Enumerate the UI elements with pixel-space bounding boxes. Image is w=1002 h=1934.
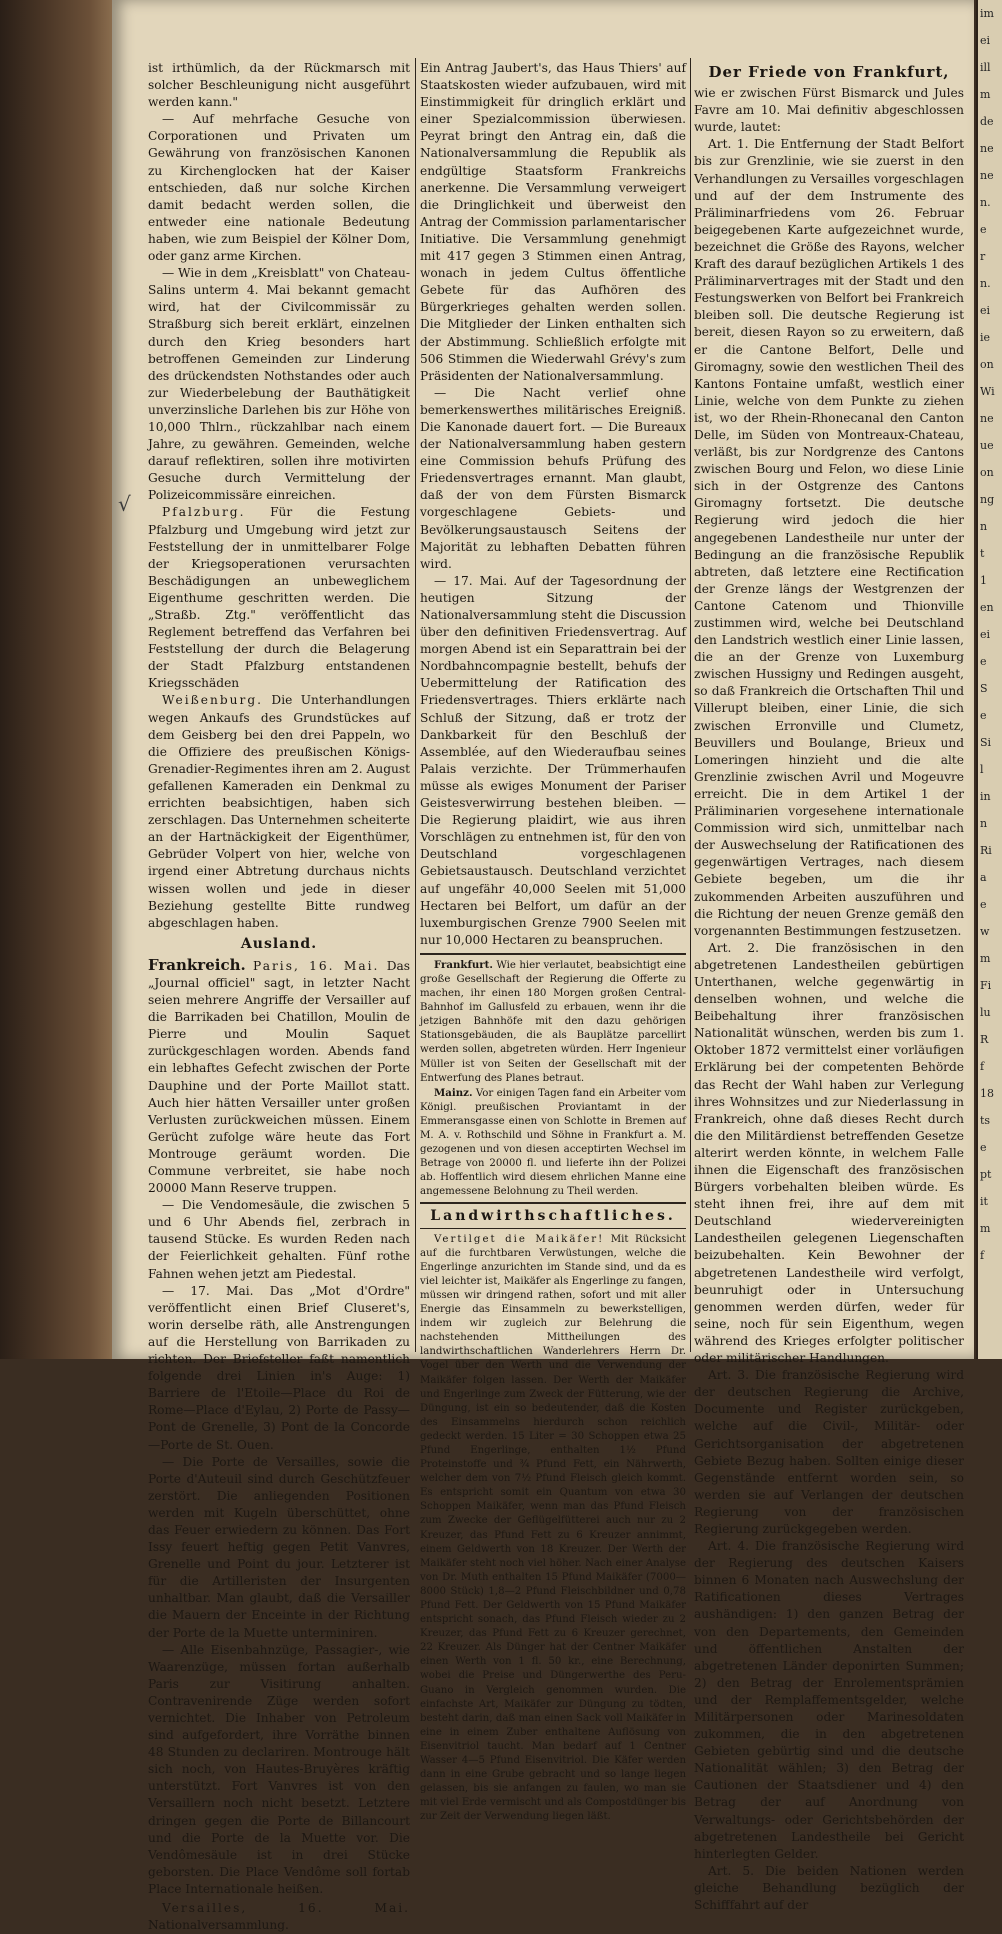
- article-text: Das „Journal officiel" sagt, in letzter Nacht seien mehrere Angriffe der Versailler auf die Barrikaden bei Chatillon, Moulin de Pierre und Moulin Saquet zurückgeschlagen worden. Abends fand ein lebhaftes Gefecht zwischen der Porte Dauphine und der Porte Maillot statt. Auch hier hätten Versailler unter großen Verlusten zurückweichen müssen. Einem Gerücht zufolge wäre heute das Fort Montrouge geräumt worden. Die Commune verbreitet, sie habe noch 20000 Mann Reserve truppen.: [148, 958, 410, 1196]
- margin-fragment: e: [980, 223, 987, 236]
- margin-fragment: 1: [980, 574, 987, 587]
- margin-fragment: im: [980, 7, 994, 20]
- margin-fragment: en: [980, 601, 994, 614]
- book-spine: [0, 0, 112, 1359]
- article-paragraph: — Alle Eisenbahnzüge, Passagier-, wie Waarenzüge, müssen fortan außerhalb Paris zur Visitirung anhalten. Contravenirende Züge werden sofort vernichtet. Die Inhaber von Petroleum sind aufgefordert, ihre Vorräthe binnen 48 Stunden zu declariren. Montrouge hält sich noch, von Hautes-Bruyères kräftig unterstützt. Fort Vanvres ist von den Versaillern noch nicht besetzt. Letztere dringen gegen die Porte de Billancourt und die Porte de la Muette vor. Die Vendômesäule ist in drei Stücke geborsten. Die Place Vendôme soll fortab Place Internationale heißen.: [148, 1642, 410, 1896]
- dateline-place: Pfalzburg.: [162, 505, 246, 520]
- margin-fragment: ue: [980, 439, 994, 452]
- column-rule: [415, 58, 416, 1352]
- article-paragraph: — 17. Mai. Das „Mot d'Ordre" veröffentlicht einen Brief Cluseret's, worin derselbe räth, alle Anstrengungen auf die Herstellung von Barrikaden zu richten. Der Briefsteller faßt namentlich folgende drei Linien in's Auge: 1) Barriere de l'Etoile—Place du Roi de Rome—Place d'Eylau, 2) Porte de Passy—Pont de Grenelle, 3) Pont de la Concorde—Porte de St. Ouen.: [148, 1283, 410, 1452]
- margin-fragment: pt: [980, 1168, 992, 1181]
- margin-fragment: S: [980, 682, 988, 695]
- treaty-article: Art. 1. Die Entfernung der Stadt Belfort bis zur Grenzlinie, wie sie zuerst in den Verhandlungen zu Versailles vorgeschlagen und auf der dem Instrumente des Präliminarfriedens vom 26. Februar beigegebenen Karte aufgezeichnet wurde, bezeichnet die Größe des Rayons, welcher Kraft des darauf bezüglichen Artikels 1 des Präliminarvertrages mit der Stadt und den Festungswerken von Belfort bei Frankreich bleiben soll. Die deutsche Regierung ist bereit, diesen Rayon so zu erweitern, daß er die Cantone Belfort, Delle und Giromagny, sowie den westlichen Theil des Kantons Fontaine umfaßt, westlich einer Linie, welche von dem Punkte zu ziehen ist, wo der Rhein-Rhonecanal den Canton Delle, im Süden von Montreaux-Chateau, verläßt, bis zur Nordgrenze des Cantons zwischen Bourg und Felon, wo diese Linie sich in der Ostgrenze des Cantons Giromagny fortsetzt. Die deutsche Regierung wird jedoch die hier angegebenen Landestheile nur unter der Bedingung an die französische Republik abtreten, daß letztere eine Rectification der Grenze längs der Westgrenzen der Cantone Catenom und Thionville zustimmen wird, welche bei Deutschland den Landstrich westlich einer Linie lassen, die an der Grenze von Luxemburg zwischen Hussigny und Redingen ausgeht, so daß Frankreich die Ortschaften Thil und Villerupt bleiben, einer Linie, die sich zwischen Erronville und Clumetz, Beuvillers und Boulange, Brieux und Lomeringen hinzieht und die alte Grenzlinie zwischen Avril und Mogeuvre erreicht. Die in dem Artikel 1 der Präliminarien vorgesehene internationale Commission wird sich, unmittelbar nach der Auswechselung der Ratificationen des gegenwärtigen Vertrages, nach diesem Gebiete begeben, um die ihr zukommenden Arbeiten auszuführen und die Richtung der neuen Grenze gemäß den vorgenannten Bestimmungen festzusetzen.: [694, 137, 964, 938]
- margin-fragment: n.: [980, 196, 991, 209]
- article-paragraph: ist irthümlich, da der Rückmarsch mit solcher Beschleunigung nicht ausgeführt werden kann.": [148, 61, 410, 110]
- margin-fragment: e: [980, 655, 987, 668]
- article-text: Nationalversammlung.: [148, 1918, 289, 1933]
- dateline: Versailles, 16. Mai.: [162, 1901, 410, 1916]
- article-title: Vertilget die Maikäfer!: [434, 1233, 605, 1245]
- column-1: [148, 60, 411, 1933]
- margin-fragment: on: [980, 358, 994, 371]
- margin-fragment: m: [980, 1222, 991, 1235]
- adjacent-page-edge: [976, 0, 1002, 1359]
- margin-fragment: m: [980, 88, 991, 101]
- article-paragraph: — Auf mehrfache Gesuche von Corporationen und Privaten um Gewährung von französischen Kanonen zu Kirchenglocken hat der Kaiser entschieden, daß nur solche Kirchen damit bedacht werden sollen, die entweder eine nationale Bedeutung haben, wie zum Beispiel der Kölner Dom, oder ganz arme Kirchen.: [148, 112, 410, 264]
- margin-fragment: Ri: [980, 844, 992, 857]
- article-text: Die Unterhandlungen wegen Ankaufs des Grundstückes auf dem Geisberg bei den drei Pappeln, wo die Offiziere des preußischen Königs-Grenadier-Regimentes ihren am 2. August gefallenen Kameraden ein Denkmal zu errichten beabsichtigen, haben sich zerschlagen. Das Unternehmen scheiterte an der Hartnäckigkeit der Eigenthümer, Gebrüder Volpert von hier, welche von irgend einer Abtretung durchaus nichts wissen wollen und jede in dieser Beziehung gestellte Bitte rundweg abgeschlagen haben.: [148, 693, 410, 930]
- margin-fragment: in: [980, 790, 991, 803]
- article-paragraph: — 17. Mai. Auf der Tagesordnung der heutigen Sitzung der Nationalversammlung steht die Discussion über den definitiven Friedensvertrag. Auf morgen Abend ist ein Separattrain bei der Nordbahncompagnie bestellt, behufs der Uebermittelung der Ratification des Friedensvertrages. Thiers erklärte nach Schluß der Sitzung, daß er trotz der Dankbarkeit für den Beschluß der Assemblée, auf den Wiederaufbau seines Palais verzichte. Der Trümmerhaufen müsse als ewiges Monument der Pariser Geistesverwirrung bestehen bleiben. — Die Regierung plaidirt, wie aus ihren Vorschlägen zu entnehmen ist, für den von Deutschland vorgeschlagenen Gebietsaustausch. Deutschland verzichtet auf ungefähr 40,000 Seelen mit 51,000 Hectaren bei Belfort, um dafür an der luxemburgischen Grenze 7900 Seelen mit nur 10,000 Hectaren zu beanspruchen.: [420, 573, 686, 947]
- article-text: Für die Festung Pfalzburg und Umgebung wird jetzt zur Feststellung der in unmittelbarer Folge der Kriegsoperationen verursachten Beschädigungen an unbeweglichem Eigenthume geschritten werden. Die „Straßb. Ztg." veröffentlicht das Reglement betreffend das Verfahren bei Feststellung der durch die Belagerung der Stadt Pfalzburg entstandenen Kriegsschäden: [148, 505, 411, 691]
- column-2: [420, 60, 686, 1823]
- margin-fragment: Wi: [980, 385, 995, 398]
- margin-fragment: n: [980, 817, 988, 830]
- margin-fragment: m: [980, 952, 991, 965]
- margin-fragment: f: [980, 1249, 985, 1262]
- country-heading: Frankreich.: [148, 955, 246, 974]
- margin-fragment: Fi: [980, 979, 992, 992]
- treaty-article: Art. 3. Die französische Regierung wird der deutschen Regierung die Archive, Documente und Register zurückgeben, welche auf die Civil-, Militär- oder Gerichtsorganisation der abgetretenen Gebiete Bezug haben. Sollten einige dieser Gegenstände entfernt worden sein, so werden sie auf Verlangen der deutschen Regierung von der französischen Regierung zurückgegeben werden.: [694, 1368, 964, 1536]
- margin-fragment: Si: [980, 736, 992, 749]
- dateline: Paris, 16. Mai.: [253, 958, 380, 973]
- margin-fragment: ng: [980, 493, 995, 506]
- news-item: [420, 958, 686, 1086]
- news-item-text: Vor einigen Tagen fand ein Arbeiter vom Königl. preußischen Proviantamt in der Emmeransgasse einen von Schlotte in Bremen auf M. A. v. Rothschild und Söhne in Frankfurt a. M. gezogenen und von diesen acceptirten Wechsel im Betrage von 20000 fl. und lieferte ihn der Polizei ab. Hoffentlich wird diesem ehrlichen Manne eine angemessene Belohnung zu Theil werden.: [420, 1087, 686, 1198]
- margin-fragment: a: [980, 871, 987, 884]
- article-paragraph: [148, 504, 410, 692]
- section-heading-landwirthschaft: Landwirthschaftliches.: [420, 1208, 686, 1228]
- article-paragraph: — Die Vendomesäule, die zwischen 5 und 6 Uhr Abends fiel, zerbrach in tausend Stücke. Es wurden Reden nach der Feierlichkeit gehalten. Fünf rothe Fahnen wehen jetzt am Piedestal.: [148, 1198, 410, 1281]
- margin-fragment: r: [980, 250, 986, 263]
- margin-fragment: it: [980, 1195, 988, 1208]
- column-3: [694, 60, 964, 1913]
- margin-fragment: ne: [980, 142, 994, 155]
- margin-fragment: n.: [980, 277, 991, 290]
- section-heading-ausland: Ausland.: [240, 935, 318, 952]
- article-paragraph: [420, 1233, 686, 1825]
- article-paragraph: [148, 957, 410, 1197]
- news-item-heading: Mainz.: [434, 1086, 473, 1099]
- article-paragraph: Ein Antrag Jaubert's, das Haus Thiers' auf Staatskosten wieder aufzubauen, wird mit Einstimmigkeit für dringlich erklärt und einer Spezialcommission überwiesen. Peyrat bringt den Antrag ein, daß die Nationalversammlung die Republik als endgültige Staatsform Frankreichs anerkenne. Die Versammlung verweigert die Dringlichkeit und überweist den Antrag der Commission parlamentarischer Initiative. Die Versammlung genehmigt mit 417 gegen 3 Stimmen einen Antrag, wonach in jedem Cultus öffentliche Gebete für das Aufhören des Bürgerkrieges gehalten werden sollen. Die Mitglieder der Linken enthalten sich der Abstimmung. Schließlich erfolgte mit 506 Stimmen die Wiederwahl Grévy's zum Präsidenten der Nationalversammlung.: [420, 61, 686, 383]
- margin-fragment: R: [980, 1033, 989, 1046]
- article-paragraph: — Wie in dem „Kreisblatt" von Chateau-Salins unterm 4. Mai bekannt gemacht wird, hat der Civilcommissär zu Straßburg sich bereit erklärt, einzelnen durch den Krieg besonders hart betroffenen Gemeinden zur Linderung des drückendsten Nothstandes oder auch zur Wiederbelebung der Bauthätigkeit unverzinsliche Darlehen bis zur Höhe von 10,000 Thlrn., rückzahlbar nach einem Jahre, zu gewähren. Gemeinden, welche darauf reflektiren, sollen ihre motivirten Gesuche durch Vermittelung der Polizeicommissäre einreichen.: [148, 266, 411, 503]
- article-paragraph: [148, 692, 410, 931]
- margin-fragment: ne: [980, 169, 994, 182]
- margin-fragment: e: [980, 709, 987, 722]
- margin-fragment: ei: [980, 628, 991, 641]
- treaty-article: Art. 2. Die französischen in den abgetretenen Landestheilen gebürtigen Unterthanen, welche gegenwärtig in denselben wohnen, und welche die Beibehaltung ihrer französischen Nationalität wünschen, werden bis zum 1. Oktober 1872 vermittelst einer vorläufigen Erklärung bei der competenten Behörde das Recht der Wahl haben zur Verlegung ihres Wohnsitzes und zur Niederlassung in Frankreich, ohne daß dieses Recht durch die den Militärdienst betreffenden Gesetze alterirt werden könnte, in welchem Falle ihnen die Eigenschaft des französischen Bürgers vorbehalten bleiben würde. Es steht ihnen frei, ihre auf dem mit Deutschland wiedervereinigten Landestheilen gelegenen Liegenschaften beizubehalten. Kein Bewohner der abgetretenen Landestheile wird verfolgt, beunruhigt oder in Untersuchung genommen werden dürfen, weder für seine, noch für sein Eigenthum, wegen während des Krieges erfolgter politischer oder militärischer Handlungen.: [694, 940, 964, 1366]
- treaty-article: Art. 5. Die beiden Nationen werden gleiche Behandlung bezüglich der Schifffahrt auf der: [694, 1863, 964, 1913]
- pencil-check-mark: √: [118, 492, 131, 516]
- news-item: [420, 1086, 686, 1200]
- article-intro: wie er zwischen Fürst Bismarck und Jules Favre am 10. Mai definitiv abgeschlossen wurde, lautet:: [694, 86, 964, 135]
- margin-fragment: e: [980, 898, 987, 911]
- margin-fragment: ts: [980, 1114, 991, 1127]
- margin-fragment: de: [980, 115, 994, 128]
- margin-fragment: n: [980, 520, 988, 533]
- margin-fragment: ie: [980, 331, 991, 344]
- treaty-article: Art. 4. Die französische Regierung wird der Regierung des deutschen Kaisers binnen 6 Monaten nach Auswechslung der Ratificationen dieses Vertrages aushändigen: 1) den ganzen Betrag der von den Departements, den Gemeinden und öffentlichen Anstalten der abgetretenen Länder deponirten Summen; 2) den Betrag der Enrolementsprämien und der Remplaffementsgelder, welche Militärpersonen oder Marinesoldaten zukommen, die in den abgetretenen Gebieten gebürtig sind und die deutsche Nationalität wählen; 3) den Betrag der Cautionen der Staatsdiener und 4) den Betrag der auf Anordnung von Verwaltungs- oder Gerichtsbehörden der abgetretenen Landestheile bei Gericht hinterlegten Gelder.: [694, 1539, 964, 1861]
- article-headline: Der Friede von Frankfurt,: [708, 63, 950, 81]
- margin-fragment: ne: [980, 412, 994, 425]
- news-item-text: Wie hier verlautet, beabsichtigt eine große Gesellschaft der Regierung die Offerte zu machen, ihr einen 180 Morgen großen Central-Bahnhof im Gallusfeld zu erbauen, wenn ihr die jetzigen Bahnhöfe mit den dazu gehörigen Stationsgebäuden, die als Bauplätze parcellirt werden sollen, abgetreten würden. Herr Ingenieur Müller ist von Seiten der Gesellschaft mit der Entwerfung des Planes betraut.: [420, 959, 686, 1084]
- margin-fragment: ill: [980, 61, 991, 74]
- margin-fragment: ei: [980, 304, 991, 317]
- margin-fragment: lu: [980, 1006, 991, 1019]
- margin-fragment: ei: [980, 34, 991, 47]
- column-rule: [690, 58, 691, 1352]
- article-text: Mit Rücksicht auf die furchtbaren Verwüstungen, welche die Engerlinge anzurichten im Stande sind, und da es viel leichter ist, Maikäfer als Engerlinge zu fangen, müssen wir dringend rathen, sofort und mit aller Energie das Einsammeln zu bewerkstelligen, indem wir zugleich zur Belehrung die nachstehenden Mittheilungen des landwirthschaftlichen Wanderlehrers Herrn Dr. Vogel über den Werth und die Verwendung der Maikäfer folgen lassen. Der Werth der Maikäfer und Engerlinge zum Zweck der Fütterung, wie der Düngung, ist ein so bedeutender, daß die Kosten des Einsammelns hierdurch schon reichlich gedeckt werden. 15 Liter = 30 Schoppen etwa 25 Pfund Engerlinge, enthalten 1½ Pfund Proteinstoffe und ¾ Pfund Fett, ein Nährwerth, welcher dem von 7½ Pfund Fleisch gleich kommt. Es entspricht somit ein Quantum von etwa 30 Schoppen Maikäfer, wenn man das Pfund Fleisch zum Zwecke der Geflügelfütterei auch nur zu 2 Kreuzer, das Pfund Fett zu 6 Kreuzer annimmt, einem Geldwerth von 18 Kreuzer. Der Werth der Maikäfer steht noch viel höher. Nach einer Analyse von Dr. Muth enthalten 15 Pfund Maikäfer (7000—8000 Stück) 1,8—2 Pfund Fleischbildner und 0,78 Pfund Fett. Der Geldwerth von 15 Pfund Maikäfer entspricht sonach, das Pfund Fleisch wieder zu 2 Kreuzer, das Pfund Fett zu 6 Kreuzer gerechnet, 22 Kreuzer. Als Dünger hat der Centner Maikäfer einen Werth von 1 fl. 50 kr., eine Berechnung, wobei die Preise und Düngerwerthe des Peru-Guano in Vergleich genommen wurden. Die einfachste Art, Maikäfer zur Düngung zu tödten, besteht darin, daß man einen Sack voll Maikäfer in eine in einem Zuber enthaltene Auflösung von Eisenvitriol taucht. Man bedarf auf 1 Centner Wasser 4—5 Pfund Eisenvitriol. Die Käfer werden dann in eine Grube gebracht und so lange liegen gelassen, bis sie anfangen zu faulen, wo man sie mit viel Erde vermischt und als Compostdünger bis zur Zeit der Verwendung liegen läßt.: [420, 1233, 686, 1823]
- margin-fragment: l: [980, 763, 984, 776]
- article-paragraph: — Die Porte de Versailles, sowie die Porte d'Auteuil sind durch Geschützfeuer zerstört. Die anliegenden Positionen werden mit Kugeln überschüttet, ohne das Feuer erwiedern zu können. Das Fort Issy feuert heftig gegen Petit Vanvres, Grenelle und Point du jour. Letzterer ist für die Artilleristen der Insurgenten unhaltbar. Man glaubt, daß die Versailler die Mauern der Enceinte in der Richtung der Porte de la Muette unterminiren.: [148, 1454, 410, 1640]
- margin-fragment: e: [980, 1141, 987, 1154]
- margin-fragment: w: [980, 925, 990, 938]
- margin-fragment: f: [980, 1060, 985, 1073]
- dateline-place: Weißenburg.: [162, 693, 263, 708]
- local-news-box: [420, 953, 686, 1205]
- margin-fragment: 18: [980, 1087, 994, 1100]
- margin-fragment: on: [980, 466, 994, 479]
- article-paragraph: [148, 1900, 410, 1934]
- news-item-heading: Frankfurt.: [434, 958, 493, 971]
- article-paragraph: — Die Nacht verlief ohne bemerkenswerthes militärisches Ereigniß. Die Kanonade dauert fort. — Die Bureaux der Nationalversammlung haben gestern eine Commission behufs Prüfung des Friedensvertrages ernannt. Man glaubt, daß der von dem Fürsten Bismarck vorgeschlagene Gebiets- und Bevölkerungsaustausch Seitens der Majorität zu lebhaften Debatten führen wird.: [420, 385, 686, 571]
- margin-fragment: t: [980, 547, 985, 560]
